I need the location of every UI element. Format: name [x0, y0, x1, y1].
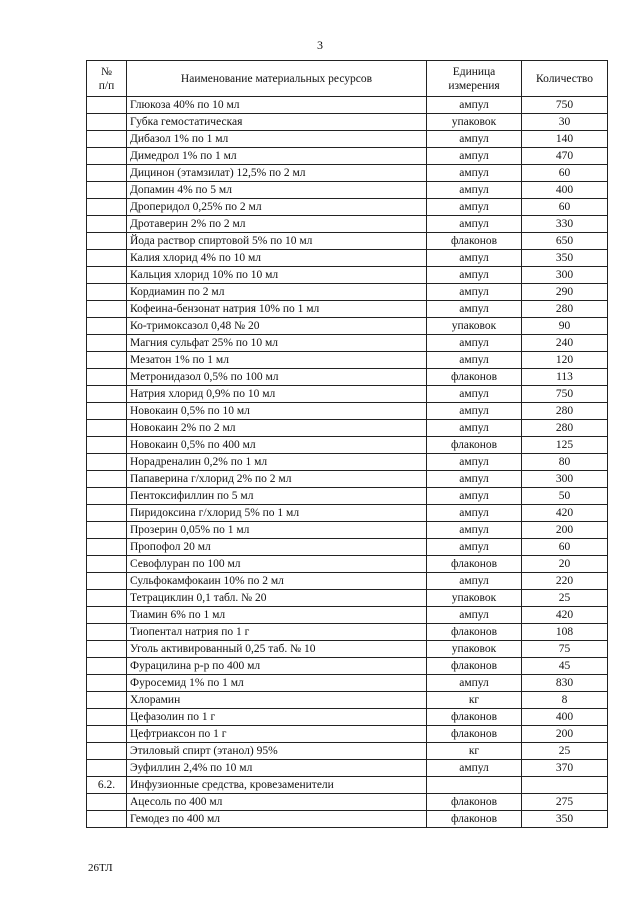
- header-number: [87, 61, 127, 97]
- table-row: [87, 420, 608, 437]
- row-quantity: 75: [522, 641, 608, 658]
- row-number: [87, 318, 127, 335]
- row-quantity: 750: [522, 97, 608, 114]
- row-number: [87, 182, 127, 199]
- table-row: [87, 199, 608, 216]
- row-quantity: 200: [522, 522, 608, 539]
- row-unit: ампул: [427, 522, 522, 539]
- row-unit: флаконов: [427, 624, 522, 641]
- row-name: Хлорамин: [127, 692, 427, 709]
- table-row: [87, 777, 608, 794]
- row-unit: ампул: [427, 471, 522, 488]
- row-name: Цефазолин по 1 г: [127, 709, 427, 726]
- table-row: [87, 607, 608, 624]
- row-number: [87, 505, 127, 522]
- row-quantity: 60: [522, 199, 608, 216]
- table-row: [87, 165, 608, 182]
- row-quantity: 350: [522, 250, 608, 267]
- row-number: [87, 165, 127, 182]
- row-quantity: 140: [522, 131, 608, 148]
- row-number: [87, 811, 127, 828]
- row-number: [87, 522, 127, 539]
- table-row: [87, 216, 608, 233]
- row-number: [87, 641, 127, 658]
- table-row: [87, 386, 608, 403]
- row-name: Магния сульфат 25% по 10 мл: [127, 335, 427, 352]
- row-number: [87, 148, 127, 165]
- table-row: [87, 488, 608, 505]
- row-number: [87, 352, 127, 369]
- header-number-label: № п/п: [98, 65, 115, 92]
- row-quantity: 650: [522, 233, 608, 250]
- row-quantity: 20: [522, 556, 608, 573]
- row-quantity: 125: [522, 437, 608, 454]
- row-quantity: 25: [522, 590, 608, 607]
- row-name: Дротаверин 2% по 2 мл: [127, 216, 427, 233]
- table-row: [87, 539, 608, 556]
- row-quantity: 45: [522, 658, 608, 675]
- row-quantity: 400: [522, 182, 608, 199]
- row-name: Мезатон 1% по 1 мл: [127, 352, 427, 369]
- row-name: Эуфиллин 2,4% по 10 мл: [127, 760, 427, 777]
- row-number: [87, 437, 127, 454]
- row-unit: ампул: [427, 284, 522, 301]
- row-quantity: 90: [522, 318, 608, 335]
- table-row: [87, 811, 608, 828]
- row-name: Метронидазол 0,5% по 100 мл: [127, 369, 427, 386]
- table-row: [87, 658, 608, 675]
- footer-code: 26ТЛ: [88, 862, 113, 874]
- table-row: [87, 182, 608, 199]
- row-unit: ампул: [427, 165, 522, 182]
- row-name: Папаверина г/хлорид 2% по 2 мл: [127, 471, 427, 488]
- row-unit: флаконов: [427, 709, 522, 726]
- row-quantity: 8: [522, 692, 608, 709]
- row-name: Сульфокамфокаин 10% по 2 мл: [127, 573, 427, 590]
- table-row: [87, 114, 608, 131]
- row-unit: ампул: [427, 182, 522, 199]
- table-row: [87, 335, 608, 352]
- table-row: [87, 675, 608, 692]
- table-row: [87, 692, 608, 709]
- table-row: [87, 760, 608, 777]
- row-name: Йода раствор спиртовой 5% по 10 мл: [127, 233, 427, 250]
- row-unit: флаконов: [427, 811, 522, 828]
- row-name: Кальция хлорид 10% по 10 мл: [127, 267, 427, 284]
- table-row: [87, 590, 608, 607]
- row-quantity: 830: [522, 675, 608, 692]
- row-number: [87, 488, 127, 505]
- row-unit: ампул: [427, 97, 522, 114]
- row-number: [87, 335, 127, 352]
- row-quantity: 280: [522, 420, 608, 437]
- table-row: [87, 267, 608, 284]
- row-number: [87, 556, 127, 573]
- row-name: Дроперидол 0,25% по 2 мл: [127, 199, 427, 216]
- row-number: [87, 590, 127, 607]
- header-name: Наименование материальных ресурсов: [127, 61, 427, 97]
- row-number: [87, 658, 127, 675]
- row-unit: упаковок: [427, 114, 522, 131]
- row-number: [87, 675, 127, 692]
- row-unit: ампул: [427, 352, 522, 369]
- row-quantity: 50: [522, 488, 608, 505]
- table-row: [87, 369, 608, 386]
- row-unit: ампул: [427, 420, 522, 437]
- row-unit: флаконов: [427, 658, 522, 675]
- row-unit: ампул: [427, 267, 522, 284]
- row-quantity: 120: [522, 352, 608, 369]
- row-name: Севофлуран по 100 мл: [127, 556, 427, 573]
- row-quantity: 290: [522, 284, 608, 301]
- row-quantity: 400: [522, 709, 608, 726]
- table-row: [87, 522, 608, 539]
- row-unit: упаковок: [427, 318, 522, 335]
- row-unit: флаконов: [427, 369, 522, 386]
- row-number: [87, 454, 127, 471]
- row-quantity: 420: [522, 607, 608, 624]
- table-row: [87, 403, 608, 420]
- row-unit: кг: [427, 743, 522, 760]
- row-unit: ампул: [427, 454, 522, 471]
- row-number: [87, 369, 127, 386]
- row-quantity: 420: [522, 505, 608, 522]
- row-name: Уголь активированный 0,25 таб. № 10: [127, 641, 427, 658]
- row-number: [87, 420, 127, 437]
- row-name: Этиловый спирт (этанол) 95%: [127, 743, 427, 760]
- row-unit: ампул: [427, 760, 522, 777]
- table-row: [87, 301, 608, 318]
- row-unit: ампул: [427, 607, 522, 624]
- row-unit: флаконов: [427, 437, 522, 454]
- row-number: [87, 250, 127, 267]
- row-name: Тетрациклин 0,1 табл. № 20: [127, 590, 427, 607]
- row-name: Пропофол 20 мл: [127, 539, 427, 556]
- row-quantity: 113: [522, 369, 608, 386]
- table-row: [87, 352, 608, 369]
- row-number: [87, 760, 127, 777]
- row-quantity: 108: [522, 624, 608, 641]
- row-unit: ампул: [427, 573, 522, 590]
- row-number: [87, 794, 127, 811]
- row-unit: ампул: [427, 488, 522, 505]
- row-quantity: 330: [522, 216, 608, 233]
- row-name: Дицинон (этамзилат) 12,5% по 2 мл: [127, 165, 427, 182]
- page-number: 3: [317, 38, 323, 52]
- row-number: [87, 471, 127, 488]
- row-unit: ампул: [427, 199, 522, 216]
- table-row: [87, 131, 608, 148]
- row-number: [87, 624, 127, 641]
- row-unit: ампул: [427, 335, 522, 352]
- row-name: Димедрол 1% по 1 мл: [127, 148, 427, 165]
- row-unit: флаконов: [427, 726, 522, 743]
- row-quantity: 350: [522, 811, 608, 828]
- row-unit: [427, 777, 522, 794]
- row-name: Дибазол 1% по 1 мл: [127, 131, 427, 148]
- row-unit: ампул: [427, 216, 522, 233]
- row-number: [87, 233, 127, 250]
- table-body: [87, 97, 608, 828]
- row-name: Допамин 4% по 5 мл: [127, 182, 427, 199]
- row-unit: флаконов: [427, 556, 522, 573]
- row-number: [87, 386, 127, 403]
- row-quantity: [522, 777, 608, 794]
- row-unit: флаконов: [427, 233, 522, 250]
- row-number: [87, 131, 127, 148]
- row-number: [87, 267, 127, 284]
- table-row: [87, 641, 608, 658]
- row-quantity: 60: [522, 165, 608, 182]
- table-row: [87, 726, 608, 743]
- row-name: Тиопентал натрия по 1 г: [127, 624, 427, 641]
- table-header: [87, 61, 608, 97]
- row-unit: ампул: [427, 403, 522, 420]
- row-name: Натрия хлорид 0,9% по 10 мл: [127, 386, 427, 403]
- row-name: Ко-тримоксазол 0,48 № 20: [127, 318, 427, 335]
- row-number: [87, 97, 127, 114]
- table-row: [87, 573, 608, 590]
- row-number: [87, 726, 127, 743]
- row-unit: ампул: [427, 539, 522, 556]
- resources-table: [86, 60, 608, 828]
- row-quantity: 280: [522, 403, 608, 420]
- row-number: [87, 301, 127, 318]
- row-quantity: 370: [522, 760, 608, 777]
- row-name: Инфузионные средства, кровезаменители: [127, 777, 427, 794]
- row-quantity: 280: [522, 301, 608, 318]
- row-quantity: 25: [522, 743, 608, 760]
- row-quantity: 240: [522, 335, 608, 352]
- row-unit: ампул: [427, 250, 522, 267]
- header-unit: Единица измерения: [427, 61, 522, 97]
- table-row: [87, 624, 608, 641]
- row-unit: ампул: [427, 148, 522, 165]
- row-name: Новокаин 0,5% по 10 мл: [127, 403, 427, 420]
- row-unit: флаконов: [427, 794, 522, 811]
- row-name: Глюкоза 40% по 10 мл: [127, 97, 427, 114]
- row-quantity: 80: [522, 454, 608, 471]
- row-name: Губка гемостатическая: [127, 114, 427, 131]
- row-number: [87, 114, 127, 131]
- row-quantity: 30: [522, 114, 608, 131]
- row-quantity: 60: [522, 539, 608, 556]
- table-row: [87, 556, 608, 573]
- row-unit: ампул: [427, 675, 522, 692]
- row-number: [87, 709, 127, 726]
- row-name: Гемодез по 400 мл: [127, 811, 427, 828]
- row-number: [87, 607, 127, 624]
- row-unit: ампул: [427, 131, 522, 148]
- table-row: [87, 794, 608, 811]
- row-name: Норадреналин 0,2% по 1 мл: [127, 454, 427, 471]
- row-quantity: 300: [522, 471, 608, 488]
- row-quantity: 275: [522, 794, 608, 811]
- row-number: [87, 692, 127, 709]
- row-name: Прозерин 0,05% по 1 мл: [127, 522, 427, 539]
- row-name: Кофеина-бензонат натрия 10% по 1 мл: [127, 301, 427, 318]
- row-name: Ацесоль по 400 мл: [127, 794, 427, 811]
- table-row: [87, 97, 608, 114]
- row-name: Новокаин 0,5% по 400 мл: [127, 437, 427, 454]
- table-row: [87, 148, 608, 165]
- row-unit: кг: [427, 692, 522, 709]
- row-quantity: 300: [522, 267, 608, 284]
- header-quantity: Количество: [522, 61, 608, 97]
- table-row: [87, 437, 608, 454]
- row-name: Калия хлорид 4% по 10 мл: [127, 250, 427, 267]
- row-number: [87, 199, 127, 216]
- row-number: [87, 284, 127, 301]
- row-unit: упаковок: [427, 590, 522, 607]
- table-row: [87, 284, 608, 301]
- table-row: [87, 233, 608, 250]
- row-unit: ампул: [427, 505, 522, 522]
- row-unit: ампул: [427, 301, 522, 318]
- row-name: Фурацилина р-р по 400 мл: [127, 658, 427, 675]
- row-name: Тиамин 6% по 1 мл: [127, 607, 427, 624]
- row-unit: упаковок: [427, 641, 522, 658]
- row-number: [87, 403, 127, 420]
- row-number: [87, 539, 127, 556]
- row-name: Пентоксифиллин по 5 мл: [127, 488, 427, 505]
- row-unit: ампул: [427, 386, 522, 403]
- row-number: [87, 743, 127, 760]
- row-name: Цефтриаксон по 1 г: [127, 726, 427, 743]
- row-quantity: 220: [522, 573, 608, 590]
- row-quantity: 200: [522, 726, 608, 743]
- table-row: [87, 454, 608, 471]
- table-row: [87, 471, 608, 488]
- table-row: [87, 743, 608, 760]
- row-quantity: 750: [522, 386, 608, 403]
- table-row: [87, 709, 608, 726]
- row-number: [87, 573, 127, 590]
- table-row: [87, 250, 608, 267]
- table-row: [87, 505, 608, 522]
- row-number: 6.2.: [87, 777, 127, 794]
- row-name: Кордиамин по 2 мл: [127, 284, 427, 301]
- row-name: Фуросемид 1% по 1 мл: [127, 675, 427, 692]
- row-name: Пиридоксина г/хлорид 5% по 1 мл: [127, 505, 427, 522]
- row-number: [87, 216, 127, 233]
- table-row: [87, 318, 608, 335]
- row-quantity: 470: [522, 148, 608, 165]
- row-name: Новокаин 2% по 2 мл: [127, 420, 427, 437]
